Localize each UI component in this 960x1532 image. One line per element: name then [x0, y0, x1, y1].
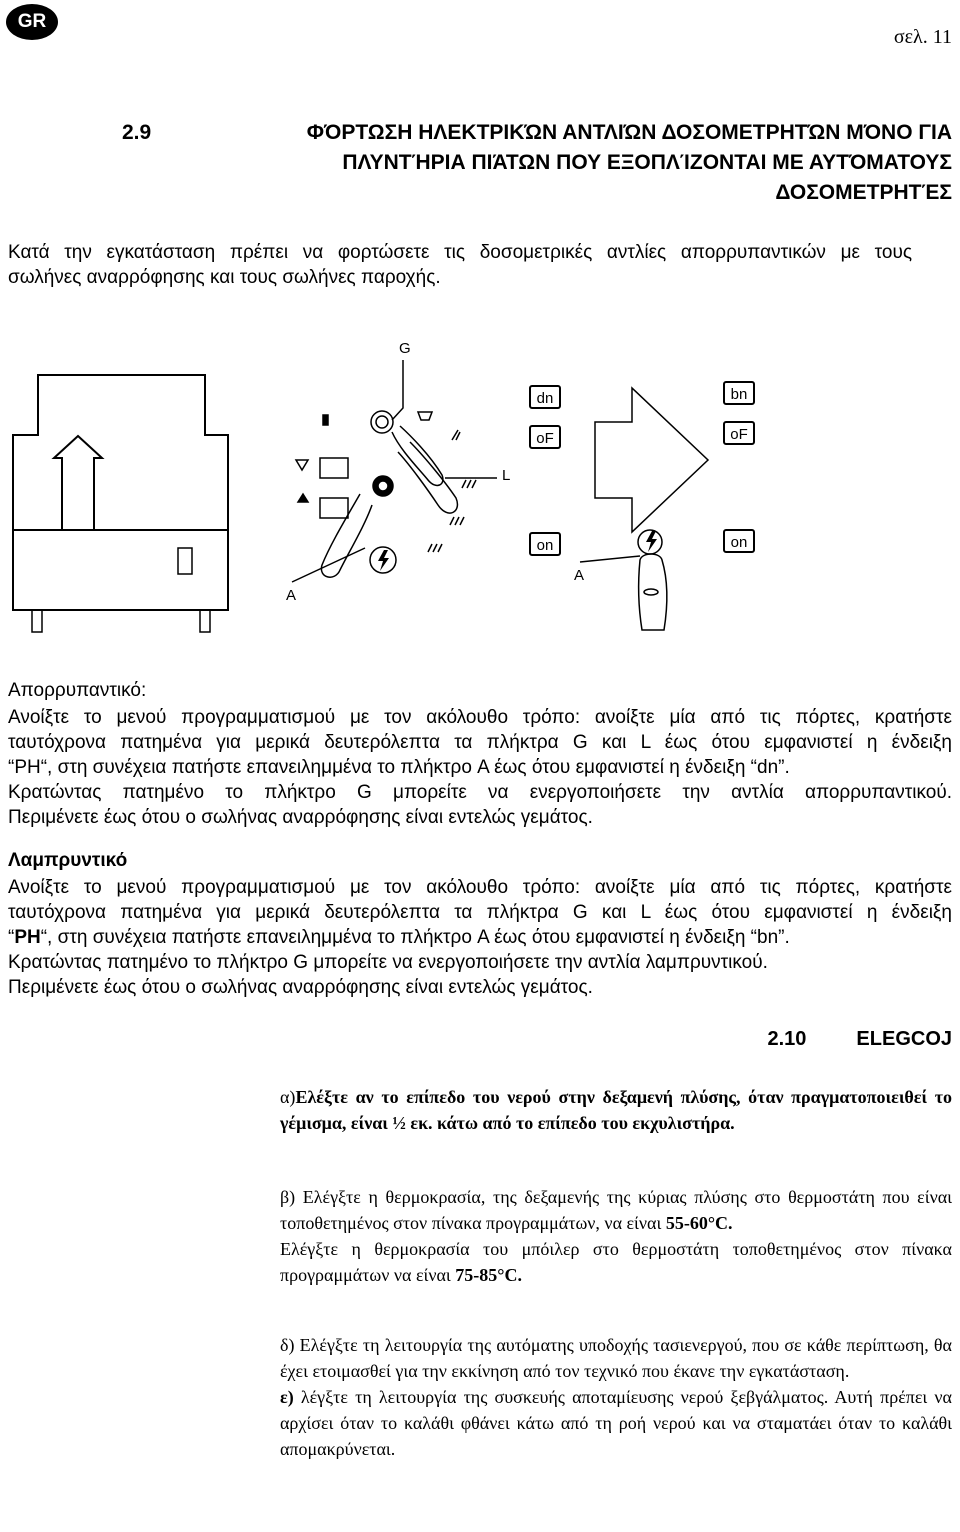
section-heading: [8, 118, 952, 208]
section-210-title: ELEGCOJ: [856, 1028, 952, 1050]
heading-line-1: ΦΌΡΤΩΣΗ ΗΛΕΚΤΡΙΚΏΝ ΑΝΤΛΙΏΝ ΔΟΣΟΜΕΤΡΗΤΏΝ ΜΌΝΟ ΓΙΑ: [306, 121, 952, 144]
label-a-right: A: [574, 567, 585, 584]
control-panel-diagram: [0, 330, 960, 640]
section-210-heading: [767, 1028, 952, 1051]
detergent-line-4: Κρατώντας πατημένο το πλήκτρο G μπορείτε να ενεργοποιήσετε την αντλία απορρυπαντικού.: [8, 782, 952, 803]
detergent-title: Απορρυπαντικό:: [8, 680, 147, 701]
check-b: β) Ελέγξτε η θερμοκρασία, της δεξαμενής της κύριας πλύσης στο θερμοστάτη που είναι τοποθετημένος στον πίνακα προγραμμάτων, να είναι 55-60°C. Ελέγξτε η θερμοκρασία του μπόιλερ στο θερμοστάτη τοποθετημένος στον πίνακα προγραμμάτων να είναι 75-85°C.: [280, 1187, 952, 1285]
detergent-section: [8, 678, 952, 830]
detergent-line-3: “PH“, στη συνέχεια πατήστε επανειλημμένα το πλήκτρο A έως ότου εμφανιστεί η ένδειξη “dn”.: [8, 757, 790, 778]
section-210-number: 2.10: [767, 1028, 807, 1050]
detergent-line-1: Ανοίξτε το μενού προγραμματισμού με τον ακόλουθο τρόπο: ανοίξτε μία από τις πόρτες, κρατήστε: [8, 707, 952, 728]
intro-paragraph: [8, 240, 912, 290]
display-on-right-text: on: [730, 534, 748, 551]
check-a: α)Ελέξτε αν το επίπεδο του νερού στην δεξαμενή πλύσης, όταν πραγματοποιειθεί το γέμισμα, είναι ½ εκ. κάτω από το επίπεδο του εκχυλιστήρα.: [280, 1087, 952, 1133]
intro-line-2: σωλήνες αναρρόφησης και τους σωλήνες παροχής.: [8, 267, 441, 288]
label-g: G: [399, 340, 411, 357]
display-of-right-text: oF: [730, 426, 748, 443]
rinse-line-4: Κρατώντας πατημένο το πλήκτρο G μπορείτε να ενεργοποιήσετε την αντλία λαμπρυντικού.: [8, 952, 768, 973]
detergent-line-2: ταυτόχρονα πατημένα για μερικά δευτερόλεπτα τα πλήκτρα G και L έως ότου εμφανιστεί η ένδειξη: [8, 732, 952, 753]
display-of-left-text: oF: [536, 430, 554, 447]
display-on-text: on: [536, 537, 554, 554]
machine-outline: [13, 375, 228, 610]
hand-right: [639, 554, 667, 630]
detergent-line-5: Περιμένετε έως ότου ο σωλήνας αναρρόφησης είναι εντελώς γεμάτος.: [8, 807, 593, 828]
lightning-icon: [378, 550, 389, 571]
rinse-title: Λαμπρυντικό: [8, 850, 128, 871]
rinse-section: [8, 848, 952, 1000]
heading-line-2: ΠΛΥΝΤΉΡΙΑ ΠΙΆΤΩΝ ΠΟΥ ΕΞΟΠΛΊΖΟΝΤΑΙ ΜΕ ΑΥΤΌΜΑΤΟΥΣ: [342, 151, 952, 174]
display-bn-text: bn: [730, 386, 748, 403]
rinse-line-2: ταυτόχρονα πατημένα για μερικά δευτερόλεπτα τα πλήκτρα G και L έως ότου εμφανιστεί η ένδειξη: [8, 902, 952, 923]
language-badge: GR: [6, 4, 58, 40]
section-number: 2.9: [122, 121, 152, 144]
arrow-up-icon: [54, 436, 102, 530]
rinse-line-3: “PH“, στη συνέχεια πατήστε επανειλημμένα το πλήκτρο A έως ότου εμφανιστεί η ένδειξη “bn”.: [8, 927, 790, 948]
arrow-right-icon: [595, 388, 708, 532]
lightning-icon-right: [646, 531, 657, 552]
label-a-left: A: [286, 587, 297, 604]
intro-line-1: Κατά την εγκατάσταση πρέπει να φορτώσετε τις δοσομετρικές αντλίες απορρυπαντικών με τους: [8, 242, 912, 263]
rinse-line-5: Περιμένετε έως ότου ο σωλήνας αναρρόφησης είναι εντελώς γεμάτος.: [8, 977, 593, 998]
check-d: δ) Ελέγξτε τη λειτουργία της αυτόματης υποδοχής τασιενεργού, που σε κάθε περίπτωση, θα έχει ετοιμασθεί για την εκκίνηση από τον τεχνικό που έκανε την εγκατάσταση. ε) λέγξτε τη λειτουργία της συσκευής αποταμίευσης νερού ξεβγάλματος. Αυτή πρέπει να αρχίσει όταν το καλάθι φθάνει κάτω από τη ροή νερού και να σταματάει όταν το καλάθι απομακρύνεται.: [280, 1335, 952, 1459]
page-number: σελ. 11: [893, 26, 952, 48]
display-dn-text: dn: [536, 390, 554, 407]
label-l: L: [502, 467, 511, 484]
heading-line-3: ΔΟΣΟΜΕΤΡΗΤΈΣ: [775, 181, 952, 204]
rinse-line-1: Ανοίξτε το μενού προγραμματισμού με τον ακόλουθο τρόπο: ανοίξτε μία από τις πόρτες, κρατήστε: [8, 877, 952, 898]
